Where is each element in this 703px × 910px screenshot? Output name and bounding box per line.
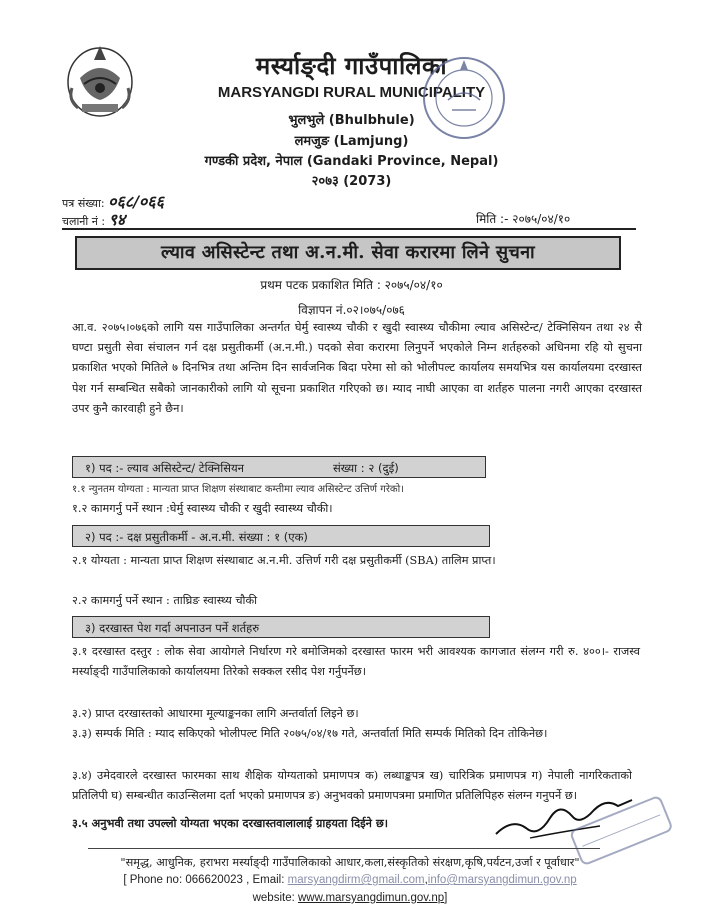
section-1-item-2: १.२ कामगर्नु पर्ने स्थान :घेर्मु स्वास्थ्य चौकी र खुदी स्वास्थ्य चौकी। bbox=[72, 502, 333, 515]
notice-date: मिति :- २०७५/०४/१० bbox=[476, 212, 571, 226]
footer-contact bbox=[80, 874, 620, 886]
website-end: ] bbox=[444, 892, 448, 904]
section-3-item-4: ३.४) उमेदवारले दरखास्त फारमका साथ शैक्षिक योग्यताको प्रमाणपत्र क) लब्धाङ्कपत्र ख) चारित्रिक प्रमाणपत्र ग) नेपाली नागरिकताको प्रतिलिपी घ) सम्बन्धीत काउन्सिलमा दर्ता भएको प्रमाणपत्र ङ) अनुभवको प्रमाणपत्रमा प्रमाणित प्रतिलिपिहरु संलग्न गनुपर्ने छ। bbox=[72, 769, 632, 803]
footer-website bbox=[80, 892, 620, 904]
section-2-heading-box bbox=[72, 525, 490, 547]
address-line-2: लमजुङ (Lamjung) bbox=[294, 134, 409, 149]
section-2-item-2: २.२ कामगर्नु पर्ने स्थान : ताघ्रिङ स्वास्थ्य चौकी bbox=[72, 594, 258, 607]
section-1-item-1: १.१ न्युनतम योग्यता : मान्यता प्राप्त शिक्षण संस्थाबाट कम्तीमा ल्याव असिस्टेन्ट उत्तिर्ण गरेको। bbox=[72, 484, 404, 495]
section-3-item-2: ३.२) प्राप्त दरखास्तको आधारमा मूल्याङ्कनका लागि अन्तर्वार्ता लिइने छ। bbox=[72, 707, 359, 720]
section-1-heading: १) पद :- ल्याव असिस्टेन्ट/ टेक्निसियन bbox=[85, 461, 245, 475]
section-2-item-1: २.१ योग्यता : मान्यता प्राप्त शिक्षण संस्थाबाट अ.न.मी. उत्तिर्ण गरी दक्ष प्रसुतीकर्मी (SBA) तालिम प्राप्त। bbox=[72, 554, 496, 567]
footer-divider bbox=[88, 848, 600, 849]
dispatch-number-label: चलानी नं : bbox=[62, 215, 106, 228]
letter-number-label: पत्र संख्या: bbox=[62, 197, 105, 210]
phone-text: [ Phone no: 066620023 , Email: bbox=[123, 874, 288, 886]
section-1-count: संख्या : २ (दुई) bbox=[333, 461, 399, 475]
section-2-heading: २) पद :- दक्ष प्रसुतीकर्मी - अ.न.मी. संख्या : १ (एक) bbox=[85, 530, 308, 544]
section-3-item-3: ३.३) सम्पर्क मिति : म्याद सकिएको भोलीपल्ट मिति २०७५/०४/१७ गते, अन्तर्वार्ता मिति सम्पर्क मितिको दिन तोकिनेछ। bbox=[72, 727, 548, 740]
established-year: २०७३ (2073) bbox=[311, 174, 392, 189]
footer-slogan: "समृद्ध, आधुनिक, हराभरा मर्स्याङ्दी गाउँपालिकाको आधार,कला,संस्कृतिको संरक्षण,कृषि,पर्यटन,उर्जा र पूर्वाधार" bbox=[120, 856, 580, 869]
municipality-name-english: MARSYANGDI RURAL MUNICIPALITY bbox=[217, 84, 486, 101]
dispatch-number bbox=[62, 208, 125, 230]
email-link-2[interactable]: info@marsyangdimun.gov.np bbox=[427, 874, 577, 886]
website-link[interactable]: www.marsyangdimun.gov.np bbox=[298, 892, 445, 904]
dispatch-number-value: ९४ bbox=[108, 210, 126, 229]
section-3-heading: ३) दरखास्त पेश गर्दा अपनाउन पर्ने शर्तहरु bbox=[85, 621, 260, 635]
website-label: website: bbox=[252, 892, 298, 904]
notice-intro-paragraph: आ.व. २०७५।०७६को लागि यस गाउँपालिका अन्तर्गत घेर्मु स्वास्थ्य चौकी र खुदी स्वास्थ्य चौकीमा ल्याव असिस्टेन्ट/ टेक्निसियन तथा २४ सै घण्टा प्रसुती सेवा संचालन गर्न दक्ष प्रसुतीकर्मी (अ.न.मी.) पदको सेवा करारमा लिनुपर्ने भएकोले निम्न शर्तहरुको अधिनमा रहि यो सुचना प्रकाशित भएको मितिले ७ दिनभित्र तथा अन्तिम दिन सार्वजनिक बिदा परेमा सो को भोलीपल्ट कार्यालय समयभित्र यस कार्यालयमा दरखास्त पेश गर्न सम्बन्धित सबैको जानकारीको लागि यो सूचना प्रकाशित गरिएको छ। म्याद नाघी आएका वा शर्तहरु पालना नगरी आएका दरखास्त उपर कुनै कारवाही हुने छैन। bbox=[72, 321, 642, 415]
office-stamp-icon bbox=[418, 38, 510, 154]
municipality-name-nepali: मर्स्याङ्दी गाउँपालिका bbox=[255, 51, 448, 80]
address-line-3: गण्डकी प्रदेश, नेपाल (Gandaki Province, Nepal) bbox=[204, 154, 499, 169]
email-separator: , bbox=[424, 874, 428, 886]
section-1-heading-box bbox=[72, 456, 486, 478]
notice-title: ल्याव असिस्टेन्ट तथा अ.न.मी. सेवा करारमा लिने सुचना bbox=[160, 242, 536, 263]
section-3-heading-box bbox=[72, 616, 490, 638]
advertisement-number: विज्ञापन नं.०२।०७५/०७६ bbox=[298, 303, 405, 317]
section-3-item-1: ३.१ दरखास्त दस्तुर : लोक सेवा आयोगले निर्धारण गरे बमोजिमको दरखास्त फारम भरी आवश्यक कागजात संलग्न गरी रु. ४००।- राजस्व मर्स्याङ्दी गाउँपालिकाको कार्यालयमा तिरेको सक्कल रसीद पेश गर्नुपर्नेछ। bbox=[72, 645, 640, 679]
first-published-date: प्रथम पटक प्रकाशित मिति : २०७५/०४/१० bbox=[260, 278, 443, 292]
divider-line bbox=[62, 228, 636, 230]
letter-number-value: ०६८/०६६ bbox=[108, 192, 164, 211]
address-line-1: भुलभुले (Bhulbhule) bbox=[288, 113, 415, 128]
section-3-item-5: ३.५ अनुभवी तथा उपल्लो योग्यता भएका दरखास्तवालालाई ग्राहयता दिईने छ। bbox=[72, 816, 389, 830]
notice-title-box bbox=[75, 236, 621, 270]
email-link-1[interactable]: marsyangdirm@gmail.com bbox=[287, 874, 425, 886]
